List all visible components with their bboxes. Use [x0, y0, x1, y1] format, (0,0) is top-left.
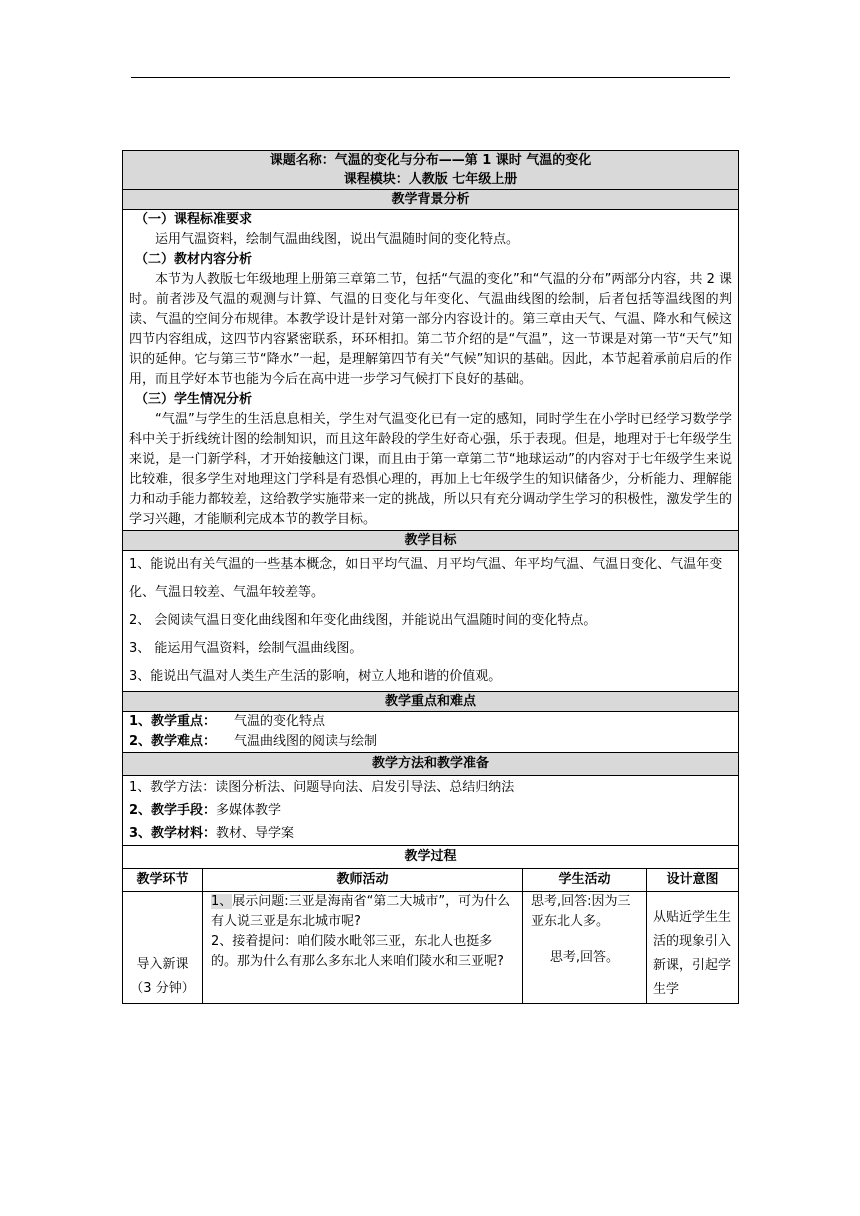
- methods-content: [123, 776, 739, 846]
- means-text: 多媒体教学: [216, 803, 282, 818]
- curriculum-standard-text: 运用气温资料，绘制气温曲线图，说出气温随时间的变化特点。: [155, 232, 520, 247]
- design-intent-cell: [647, 892, 739, 1004]
- course-module: 课程模块：人教版 七年级上册: [343, 172, 518, 187]
- objectives-heading: 教学目标: [123, 531, 739, 551]
- method-label: 1、教学方法：: [129, 780, 216, 795]
- methods-heading: 教学方法和教学准备: [123, 753, 739, 776]
- stage-label: 导入新课（3 分钟）: [130, 957, 195, 996]
- column-header-stage: 教学环节: [123, 869, 203, 892]
- lesson-title: 课题名称：气温的变化与分布——第 1 课时 气温的变化: [269, 153, 592, 168]
- objectives-content: [123, 551, 739, 692]
- stage-cell: [123, 892, 203, 1004]
- objective-item: 3、能说出气温对人类生产生活的影响，树立人地和谐的价值观。: [129, 669, 502, 684]
- background-heading: 教学背景分析: [123, 190, 739, 210]
- title-cell: [123, 151, 739, 190]
- method-line: [129, 776, 732, 799]
- teacher-step-1: [211, 892, 514, 932]
- curriculum-standard-title: （一）课程标准要求: [135, 212, 253, 227]
- column-header-intent: 设计意图: [647, 869, 739, 892]
- objective-item: 3、 能运用气温资料，绘制气温曲线图。: [129, 641, 363, 656]
- key-points-content: [123, 712, 739, 753]
- objective-item: 2、 会阅读气温日变化曲线图和年变化曲线图，并能说出气温随时间的变化特点。: [129, 613, 597, 628]
- method-text: 读图分析法、问题导向法、启发引导法、总结归纳法: [215, 780, 515, 795]
- process-heading: 教学过程: [123, 846, 739, 869]
- focus-line: [129, 712, 732, 732]
- difficulty-label: 2、教学难点：: [129, 734, 217, 749]
- means-label: 2、教学手段：: [129, 803, 217, 818]
- objective-item: 1、能说出有关气温的一些基本概念，如日平均气温、月平均气温、年平均气温、气温日变化、气温年变化、气温日较差、气温年较差等。: [129, 557, 723, 600]
- background-content: [123, 210, 739, 531]
- difficulty-text: 气温曲线图的阅读与绘制: [234, 734, 378, 749]
- key-points-heading: 教学重点和难点: [123, 692, 739, 712]
- content-analysis-title: （二）教材内容分析: [135, 252, 253, 267]
- column-header-student: 学生活动: [523, 869, 647, 892]
- content-analysis-text: 本节为人教版七年级地理上册第三章第二节，包括“气温的变化”和“气温的分布”两部分内容，共 2 课时。前者涉及气温的观测与计算、气温的日变化与年变化、气温曲线图的绘制，后者包括等温线图的判读、气温的空间分布规律。本教学设计是针对第一部分内容设计的。第三章由天气、气温、降水和气候这四节内容组成，这四节内容紧密联系，环环相扣。第二节介绍的是“气温”，这一节课是对第一节“天气”知识的延伸。它与第三节“降水”一起，是理解第四节有关“气候”知识的基础。因此，本节起着承前启后的作用，而且学好本节也能为今后在高中进一步学习气候打下良好的基础。: [129, 272, 732, 387]
- student-response-2: 思考,回答。: [549, 950, 620, 965]
- teacher-step-1-text: 展示问题:三亚是海南省“第二大城市”，可为什么有人说三亚是东北城市呢?: [211, 894, 511, 929]
- means-line: [129, 799, 732, 822]
- teacher-step-2: 2、接着提问：咱们陵水毗邻三亚，东北人也挺多的。那为什么有那么多东北人来咱们陵水和三亚呢?: [211, 934, 504, 969]
- step-number-highlight: 1、: [211, 894, 233, 909]
- column-header-teacher: 教师活动: [203, 869, 523, 892]
- materials-line: [129, 822, 732, 845]
- difficulty-line: [129, 732, 732, 752]
- materials-label: 3、教学材料：: [129, 826, 217, 841]
- student-response-1: 思考,回答:因为三亚东北人多。: [531, 894, 631, 929]
- header-rule: [131, 77, 730, 78]
- focus-text: 气温的变化特点: [234, 714, 326, 729]
- student-analysis-text: “气温”与学生的生活息息相关，学生对气温变化已有一定的感知，同时学生在小学时已经学习数学学科中关于折线统计图的绘制知识，而且这年龄段的学生好奇心强，乐于表现。但是，地理对于七年级学生来说，是一门新学科，才开始接触这门课，而且由于第一章第二节“地球运动”的内容对于七年级学生来说比较难，很多学生对地理这门学科是有恐惧心理的，再加上七年级学生的知识储备少，分析能力、理解能力和动手能力都较差，这给教学实施带来一定的挑战，所以只有充分调动学生学习的积极性，激发学生的学习兴趣，才能顺利完成本节的教学目标。: [129, 412, 732, 527]
- materials-text: 教材、导学案: [216, 826, 295, 841]
- teacher-activity-cell: [203, 892, 523, 1004]
- student-activity-cell: [523, 892, 647, 1004]
- focus-label: 1、教学重点：: [129, 714, 217, 729]
- lesson-plan-table: [122, 150, 738, 1004]
- student-analysis-title: （三）学生情况分析: [135, 392, 253, 407]
- design-intent-text: 从贴近学生生活的现象引入新课，引起学生学: [653, 910, 732, 997]
